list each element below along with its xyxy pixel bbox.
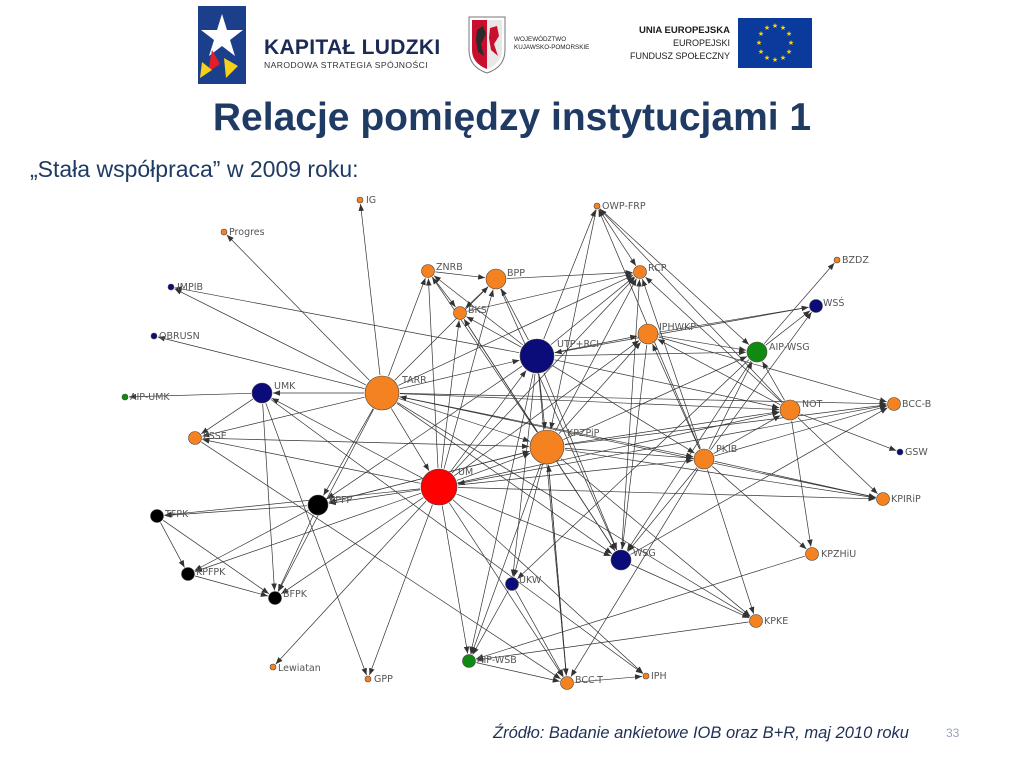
- eu-line2: EUROPEJSKI: [672, 38, 730, 48]
- node-marker-gpp: [365, 676, 371, 682]
- wojewodztwo-logo: [466, 14, 606, 76]
- node-label-kpzpip: KPZPiP: [567, 428, 600, 439]
- node-marker-iph: [643, 673, 649, 679]
- svg-text:★: ★: [757, 48, 765, 56]
- edge-umk-to-gpp: [266, 403, 367, 675]
- node-label-aip-umk: AIP-UMK: [130, 392, 170, 403]
- graph-nodes: [122, 195, 931, 690]
- node-label-um: UM: [458, 467, 474, 478]
- node-lewiatan: [270, 663, 321, 674]
- node-marker-psse: [189, 432, 202, 445]
- node-marker-rcp: [634, 266, 647, 279]
- svg-text:★: ★: [755, 39, 763, 47]
- edge-not-to-owp-frp: [600, 209, 783, 402]
- node-marker-bcc-b: [888, 398, 901, 411]
- edge-um-to-bpp: [444, 290, 493, 469]
- node-marker-owp-frp: [594, 203, 600, 209]
- edge-tarr-to-not: [400, 394, 779, 410]
- node-label-bks: BKS: [468, 305, 487, 316]
- node-label-umk: UMK: [274, 381, 296, 392]
- node-not: [780, 399, 823, 420]
- node-label-tarr: TARR: [402, 375, 427, 386]
- node-marker-kpzpip: [530, 430, 564, 464]
- edge-tarr-to-obrusn: [158, 337, 365, 389]
- source-note: Źródło: Badanie ankietowe IOB oraz B+R, maj 2010 roku: [493, 724, 909, 742]
- node-gpp: [365, 674, 393, 685]
- node-label-aip-wsb: AIP-WSB: [477, 655, 517, 666]
- edge-kpzpip-to-aip-wsb: [472, 464, 541, 654]
- eu-line1: UNIA EUROPEJSKA: [639, 25, 730, 36]
- edge-umk-to-psse: [201, 399, 253, 434]
- node-label-wss: WSŚ: [823, 298, 845, 309]
- edge-tarr-to-um: [391, 408, 429, 470]
- edge-utp-plus-rci-to-bpp: [501, 289, 528, 340]
- node-marker-bfpk: [269, 592, 282, 605]
- edge-kpfp-to-bfpk: [278, 515, 313, 591]
- node-marker-aip-umk: [122, 394, 128, 400]
- eu-text: [618, 24, 730, 63]
- node-label-bzdz: BZDZ: [842, 255, 869, 266]
- node-marker-umk: [252, 383, 272, 403]
- node-bcc-t: [561, 675, 604, 690]
- edge-um-to-aip-wsb: [442, 506, 468, 654]
- node-label-znrb: ZNRB: [436, 262, 463, 273]
- node-marker-gsw: [897, 449, 903, 455]
- edge-psse-to-kpzpip: [203, 438, 530, 446]
- node-label-progres: Progres: [229, 227, 265, 238]
- node-label-iphwkp: IPHWKP: [659, 322, 697, 333]
- svg-text:★: ★: [771, 56, 779, 64]
- node-label-ig: IG: [366, 195, 377, 206]
- node-label-kpzhiu: KPZHiU: [821, 549, 857, 560]
- node-marker-kpzhiu: [806, 548, 819, 561]
- node-marker-znrb: [422, 265, 435, 278]
- institution-network-graph: [0, 190, 1024, 700]
- node-bpp: [486, 268, 525, 289]
- edge-utp-plus-rci-to-bks: [467, 317, 522, 348]
- edge-tarr-to-bpp: [395, 287, 489, 381]
- node-marker-um: [421, 469, 457, 505]
- node-label-psse: PSSE: [203, 431, 227, 442]
- edge-wsg-to-bcc-b: [631, 408, 888, 555]
- node-marker-not: [780, 400, 800, 420]
- edge-um-to-umk: [272, 398, 423, 478]
- edge-utp-plus-rci-to-aip-wsb: [471, 374, 533, 654]
- edge-tarr-to-ig: [361, 204, 381, 375]
- edge-pkib-to-bcc-b: [715, 406, 887, 456]
- edge-tarr-to-kpfp: [324, 409, 374, 496]
- edge-um-to-psse: [202, 440, 420, 484]
- kapital-ludzki-star-emblem: [198, 6, 246, 84]
- svg-text:★: ★: [771, 22, 779, 30]
- node-marker-utp-plus-rci: [520, 339, 554, 373]
- node-iph: [643, 671, 667, 682]
- edge-utp-plus-rci-to-rcp: [551, 277, 634, 345]
- edge-tarr-to-znrb: [388, 278, 425, 376]
- node-marker-tarr: [365, 376, 399, 410]
- node-marker-wsg: [611, 550, 631, 570]
- node-label-iph: IPH: [651, 671, 667, 682]
- node-marker-ukw: [506, 578, 519, 591]
- edge-pkib-to-bcc-t: [571, 468, 698, 676]
- node-marker-pkib: [694, 449, 714, 469]
- edge-tarr-to-progres: [227, 235, 370, 380]
- node-progres: [221, 227, 265, 238]
- node-label-impib: IMPIB: [177, 282, 204, 293]
- node-label-ukw: UKW: [519, 575, 542, 586]
- edge-kpke-to-aip-wsb: [476, 622, 748, 660]
- page-number: 33: [946, 726, 960, 740]
- edge-utp-plus-rci-to-impib: [175, 288, 519, 353]
- node-marker-progres: [221, 229, 227, 235]
- eu-line3: FUNDUSZ SPOŁECZNY: [629, 51, 730, 61]
- node-marker-kpirip: [877, 493, 890, 506]
- wojewodztwo-line1: WOJEWÓDZTWO: [514, 36, 567, 43]
- node-aip-wsg: [747, 342, 810, 362]
- node-znrb: [422, 262, 463, 278]
- edge-kpzpip-to-ukw: [514, 464, 543, 576]
- edge-wsg-to-rcp: [622, 280, 640, 550]
- node-ig: [357, 195, 376, 206]
- node-label-aip-wsg: AIP-WSG: [769, 342, 810, 353]
- node-label-kpke: KPKE: [764, 616, 789, 627]
- page-subtitle: „Stała współpraca” w 2009 roku:: [30, 156, 359, 182]
- node-label-bcc-t: BCC-T: [575, 675, 603, 686]
- node-utp-plus-rci: [520, 339, 599, 373]
- node-marker-ig: [357, 197, 363, 203]
- edge-pkib-to-wss: [711, 312, 812, 450]
- node-label-bpp: BPP: [507, 268, 525, 279]
- node-bcc-b: [888, 398, 932, 411]
- node-label-gpp: GPP: [374, 674, 393, 685]
- node-label-not: NOT: [802, 399, 823, 410]
- node-gsw: [897, 447, 928, 458]
- edge-wsg-to-kpke: [631, 565, 749, 618]
- svg-text:★: ★: [757, 30, 765, 38]
- node-marker-bpp: [486, 269, 506, 289]
- node-label-gsw: GSW: [905, 447, 928, 458]
- edge-tfpk-to-kpfpk: [161, 523, 185, 568]
- svg-text:★: ★: [763, 54, 771, 62]
- node-impib: [168, 282, 203, 293]
- node-owp-frp: [594, 201, 646, 212]
- edge-kpzpip-to-rcp: [555, 279, 636, 432]
- node-kpirip: [877, 493, 922, 506]
- node-marker-aip-wsg: [747, 342, 767, 362]
- edge-znrb-to-bks: [433, 277, 456, 307]
- edge-kpfpk-to-bfpk: [195, 576, 268, 596]
- node-label-pkib: PKIB: [716, 444, 738, 455]
- node-rcp: [634, 263, 667, 279]
- edge-um-to-znrb: [428, 279, 438, 469]
- node-label-kpfp: KPFP: [329, 495, 353, 506]
- edge-bcc-b-to-um: [458, 405, 887, 483]
- node-bzdz: [834, 255, 869, 266]
- node-marker-tfpk: [151, 510, 164, 523]
- edge-bpp-to-wsg: [501, 289, 617, 550]
- node-aip-wsb: [463, 655, 517, 668]
- node-label-owp-frp: OWP-FRP: [602, 201, 646, 212]
- edge-um-to-iph: [453, 500, 643, 674]
- griffin-crest-icon: [466, 14, 508, 74]
- wojewodztwo-line2: KUJAWSKO-POMORSKIE: [514, 44, 590, 51]
- node-aip-umk: [122, 392, 170, 403]
- node-ukw: [506, 575, 542, 591]
- edge-not-to-gsw: [800, 414, 896, 451]
- edge-pkib-to-aip-wsg: [709, 362, 752, 449]
- node-marker-impib: [168, 284, 174, 290]
- node-label-lewiatan: Lewiatan: [278, 663, 321, 674]
- node-marker-bks: [454, 307, 467, 320]
- node-kpzhiu: [806, 548, 857, 561]
- node-kpfp: [308, 495, 352, 515]
- node-psse: [189, 431, 227, 445]
- edge-kpzpip-to-iphwkp: [559, 342, 641, 433]
- kapital-ludzki-title: KAPITAŁ LUDZKI: [264, 36, 441, 59]
- wojewodztwo-name: [514, 36, 589, 52]
- edge-kpzpip-to-pkib: [565, 448, 693, 458]
- node-marker-wss: [810, 300, 823, 313]
- edge-um-to-kpirip: [458, 488, 876, 499]
- edge-bcc-t-to-kpzpip: [549, 465, 567, 676]
- eu-logo: [618, 18, 818, 74]
- node-label-kpirip: KPIRiP: [891, 494, 921, 505]
- edge-aip-wsg-to-wsg: [627, 361, 751, 551]
- node-marker-iphwkp: [638, 324, 658, 344]
- node-marker-obrusn: [151, 333, 157, 339]
- svg-text:★: ★: [779, 54, 787, 62]
- edge-kpzpip-to-bcc-b: [565, 405, 887, 445]
- node-um: [421, 467, 473, 505]
- node-marker-aip-wsb: [463, 655, 476, 668]
- eu-flag-icon: [738, 18, 812, 68]
- node-label-obrusn: OBRUSN: [159, 331, 200, 342]
- edge-iphwkp-to-aip-wsg: [659, 336, 746, 350]
- node-label-tfpk: TFPK: [165, 509, 189, 520]
- node-marker-kpfpk: [182, 568, 195, 581]
- node-label-bcc-b: BCC-B: [902, 399, 932, 410]
- edge-not-to-kpzhiu: [792, 421, 811, 547]
- node-bfpk: [269, 589, 308, 605]
- svg-text:★: ★: [785, 30, 793, 38]
- page-title: Relacje pomiędzy instytucjami 1: [212, 96, 812, 139]
- svg-text:★: ★: [787, 39, 795, 47]
- edge-pkib-to-kpke: [707, 470, 753, 614]
- edge-iphwkp-to-wsg: [622, 345, 646, 549]
- edge-um-to-gpp: [369, 505, 432, 675]
- node-label-wsg: WSG: [633, 548, 656, 559]
- node-marker-bcc-t: [561, 677, 574, 690]
- node-label-kpfpk: KPFPK: [196, 567, 226, 578]
- edge-pkib-to-wsg: [628, 468, 697, 552]
- node-obrusn: [151, 331, 200, 342]
- node-bks: [454, 305, 487, 320]
- edge-aip-wsg-to-wss: [766, 311, 810, 346]
- kapital-ludzki-subtitle: NARODOWA STRATEGIA SPÓJNOŚCI: [264, 60, 428, 70]
- node-tfpk: [151, 509, 189, 523]
- svg-text:★: ★: [763, 24, 771, 32]
- node-label-utp-plus-rci: UTP+RCI: [557, 339, 600, 350]
- kapital-ludzki-logo: [198, 6, 448, 84]
- node-marker-lewiatan: [270, 664, 276, 670]
- node-label-bfpk: BFPK: [283, 589, 307, 600]
- edge-um-to-wsg: [457, 494, 611, 556]
- node-wsg: [611, 548, 656, 570]
- edge-kpzpip-to-kpirip: [565, 450, 876, 498]
- svg-text:★: ★: [779, 24, 787, 32]
- svg-text:★: ★: [785, 48, 793, 56]
- node-wss: [810, 297, 845, 313]
- edge-umk-to-bfpk: [263, 404, 275, 591]
- node-marker-bzdz: [834, 257, 840, 263]
- node-marker-kpfp: [308, 495, 328, 515]
- edge-kpfp-to-kpfpk: [195, 510, 309, 570]
- edge-tarr-to-impib: [175, 289, 366, 385]
- edge-owp-frp-to-rcp: [599, 209, 636, 265]
- edge-pkib-to-rcp: [642, 279, 700, 449]
- node-kpke: [750, 615, 789, 628]
- node-marker-kpke: [750, 615, 763, 628]
- edge-ukw-to-aip-wsb: [473, 591, 509, 655]
- edge-utp-plus-rci-to-pkib: [552, 365, 694, 453]
- node-label-rcp: RCP: [648, 263, 667, 274]
